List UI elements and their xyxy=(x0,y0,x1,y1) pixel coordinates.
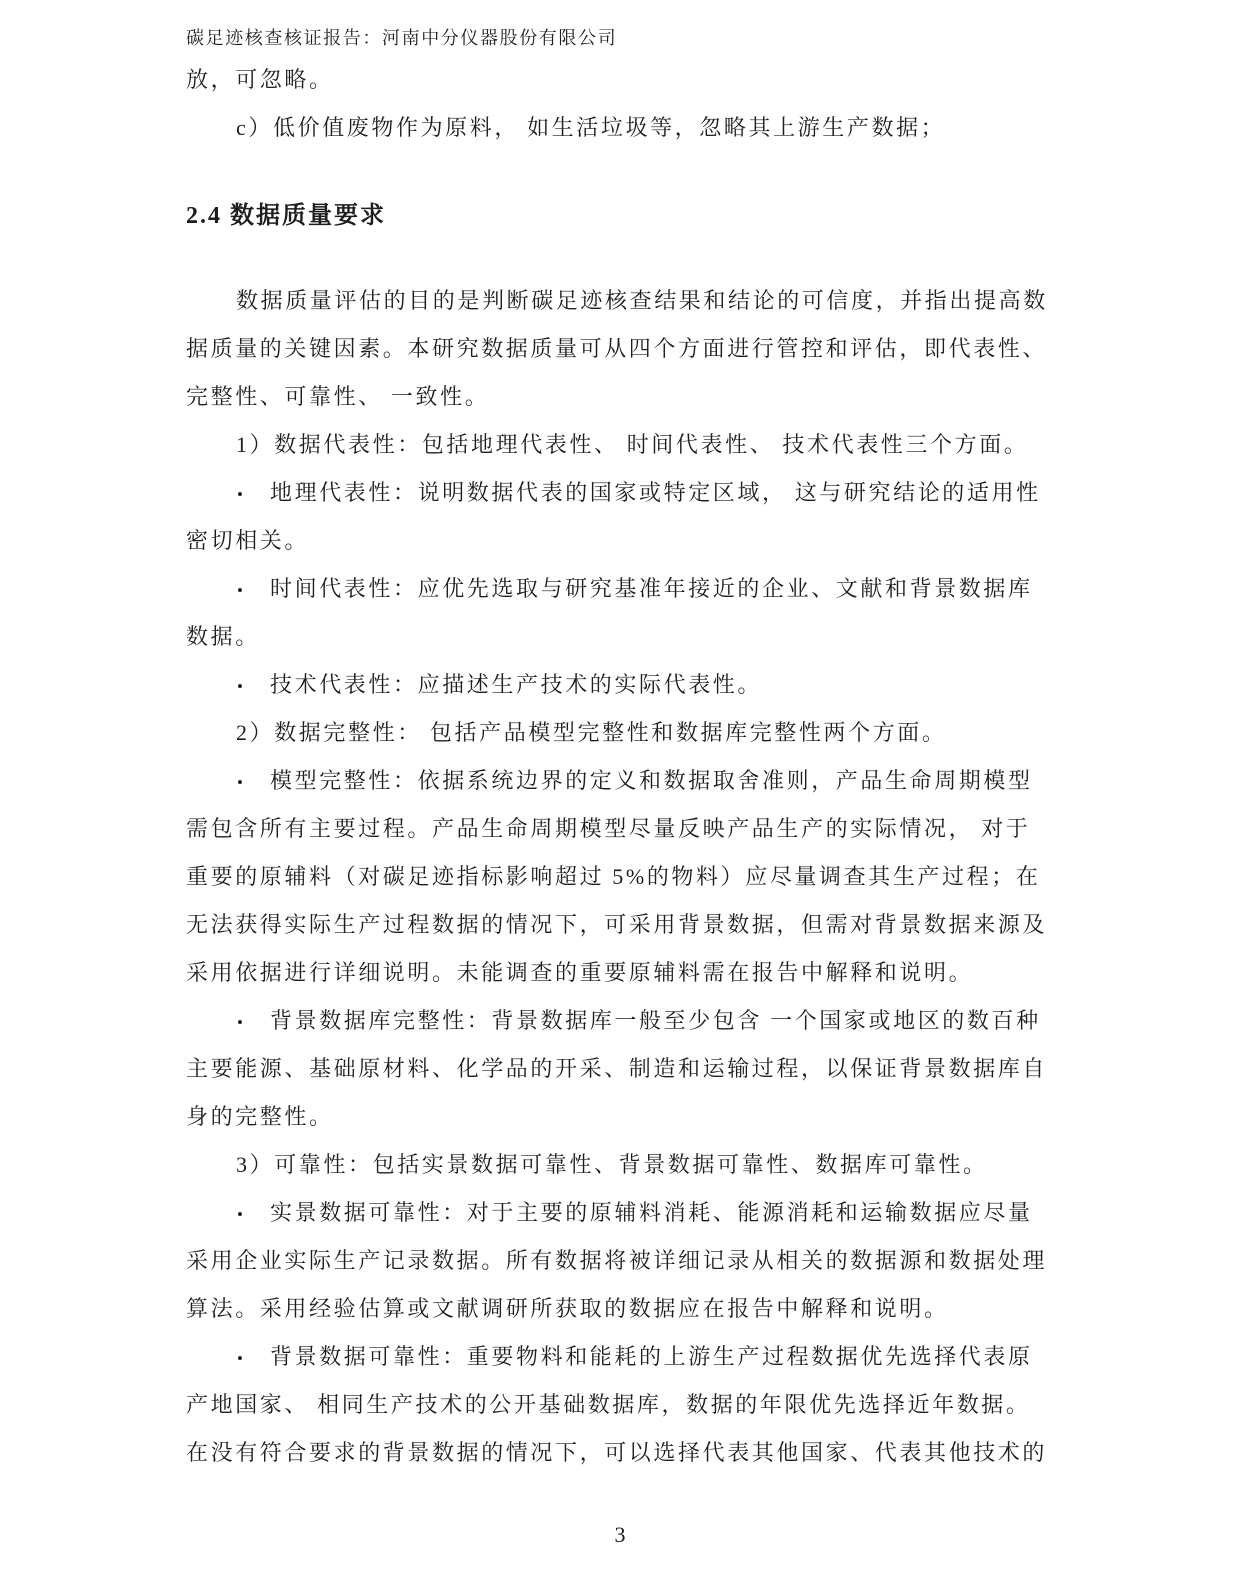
bullet-icon: • xyxy=(237,773,243,792)
text-line: 2）数据完整性： 包括产品模型完整性和数据库完整性两个方面。 xyxy=(236,720,947,745)
text-line: 在没有符合要求的背景数据的情况下，可以选择代表其他国家、代表其他技术的 xyxy=(186,1440,1048,1465)
text-line: 1）数据代表性：包括地理代表性、 时间代表性、 技术代表性三个方面。 xyxy=(236,432,1029,457)
bullet-icon: • xyxy=(237,581,243,600)
text-line: 身的完整性。 xyxy=(186,1104,334,1129)
bullet-icon: • xyxy=(237,1013,243,1032)
text-line: 完整性、可靠性、 一致性。 xyxy=(186,384,490,409)
text-line xyxy=(186,757,1086,805)
text-line: 采用依据进行详细说明。未能调查的重要原辅料需在报告中解释和说明。 xyxy=(186,960,974,985)
text-line: 放，可忽略。 xyxy=(186,67,334,92)
page-number: 3 xyxy=(614,1522,626,1547)
line-text: 背景数据可靠性：重要物料和能耗的上游生产过程数据优先选择代表原 xyxy=(270,1344,1033,1369)
section-heading: 2.4 数据质量要求 xyxy=(186,203,386,229)
text-line xyxy=(186,1333,1086,1381)
text-line xyxy=(186,1189,1086,1237)
bullet-icon: • xyxy=(237,1205,243,1224)
text-line: 据质量的关键因素。本研究数据质量可从四个方面进行管控和评估，即代表性、 xyxy=(186,336,1048,361)
line-text: 模型完整性：依据系统边界的定义和数据取舍准则，产品生命周期模型 xyxy=(270,768,1033,793)
text-line: 无法获得实际生产过程数据的情况下，可采用背景数据，但需对背景数据来源及 xyxy=(186,912,1048,937)
text-line: 数据质量评估的目的是判断碳足迹核查结果和结论的可信度，并指出提高数 xyxy=(236,288,1048,313)
bullet-icon: • xyxy=(237,677,243,696)
text-line: 密切相关。 xyxy=(186,528,310,553)
text-line: 3）可靠性：包括实景数据可靠性、背景数据可靠性、数据库可靠性。 xyxy=(236,1152,988,1177)
text-line xyxy=(186,469,1086,517)
line-text: 技术代表性：应描述生产技术的实际代表性。 xyxy=(270,672,763,697)
text-line: c）低价值废物作为原料， 如生活垃圾等，忽略其上游生产数据； xyxy=(236,115,946,140)
document-body xyxy=(186,56,1086,1477)
line-text: 地理代表性：说明数据代表的国家或特定区域， 这与研究结论的适用性 xyxy=(270,480,1041,505)
line-text: 背景数据库完整性：背景数据库一般至少包含 一个国家或地区的数百种 xyxy=(270,1008,1041,1033)
running-header: 碳足迹核查核证报告：河南中分仪器股份有限公司 xyxy=(186,28,618,48)
bullet-icon: • xyxy=(237,1349,243,1368)
text-line: 需包含所有主要过程。产品生命周期模型尽量反映产品生产的实际情况， 对于 xyxy=(186,816,1031,841)
bullet-icon: • xyxy=(237,485,243,504)
text-line xyxy=(186,565,1086,613)
text-line xyxy=(186,997,1086,1045)
text-line: 数据。 xyxy=(186,624,260,649)
line-text: 实景数据可靠性：对于主要的原辅料消耗、能源消耗和运输数据应尽量 xyxy=(270,1200,1033,1225)
text-line xyxy=(186,661,1086,709)
text-line: 主要能源、基础原材料、化学品的开采、制造和运输过程，以保证背景数据库自 xyxy=(186,1056,1048,1081)
line-text: 时间代表性：应优先选取与研究基准年接近的企业、文献和背景数据库 xyxy=(270,576,1033,601)
text-line: 算法。采用经验估算或文献调研所获取的数据应在报告中解释和说明。 xyxy=(186,1296,949,1321)
text-line: 产地国家、 相同生产技术的公开基础数据库，数据的年限优先选择近年数据。 xyxy=(186,1392,1031,1417)
text-line: 采用企业实际生产记录数据。所有数据将被详细记录从相关的数据源和数据处理 xyxy=(186,1248,1048,1273)
text-line: 重要的原辅料（对碳足迹指标影响超过 5%的物料）应尽量调查其生产过程；在 xyxy=(186,864,1041,889)
